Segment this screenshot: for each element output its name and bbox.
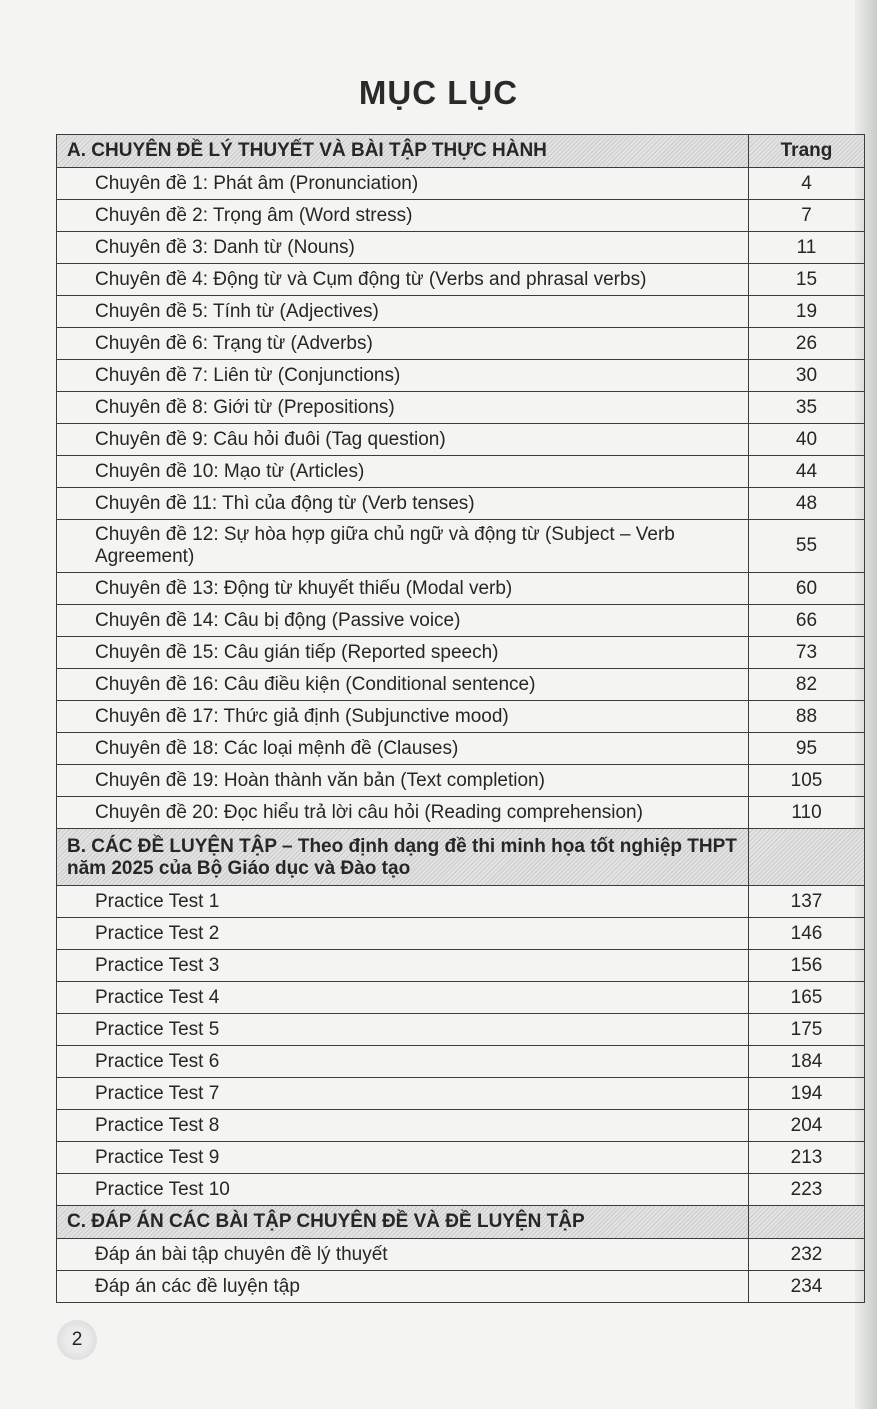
table-of-contents: [56, 134, 865, 1303]
toc-item-page: 194: [749, 1078, 865, 1110]
toc-row: [57, 765, 865, 797]
toc-item-title: Chuyên đề 14: Câu bị động (Passive voice): [57, 605, 749, 637]
toc-row: [57, 264, 865, 296]
toc-row: [57, 392, 865, 424]
page-title: MỤC LỤC: [358, 74, 519, 111]
toc-item-page: 55: [749, 520, 865, 573]
toc-item-page: 105: [749, 765, 865, 797]
toc-row: [57, 1014, 865, 1046]
toc-item-page: 73: [749, 637, 865, 669]
toc-item-page: 48: [749, 488, 865, 520]
toc-item-title: Chuyên đề 4: Động từ và Cụm động từ (Verbs and phrasal verbs): [57, 264, 749, 296]
toc-item-title: Chuyên đề 11: Thì của động từ (Verb tenses): [57, 488, 749, 520]
section-header-row: [57, 135, 865, 168]
toc-item-page: 88: [749, 701, 865, 733]
toc-item-title: Practice Test 10: [57, 1174, 749, 1206]
toc-item-title: Đáp án các đề luyện tập: [57, 1271, 749, 1303]
toc-item-title: Practice Test 2: [57, 918, 749, 950]
toc-row: [57, 296, 865, 328]
toc-item-page: 7: [749, 200, 865, 232]
toc-row: [57, 232, 865, 264]
toc-item-page: 110: [749, 797, 865, 829]
toc-item-page: 30: [749, 360, 865, 392]
toc-item-page: 175: [749, 1014, 865, 1046]
section-header: B. CÁC ĐỀ LUYỆN TẬP – Theo định dạng đề thi minh họa tốt nghiệp THPT năm 2025 của Bộ Giáo dục và Đào tạo: [57, 829, 749, 886]
toc-row: [57, 488, 865, 520]
toc-item-page: 204: [749, 1110, 865, 1142]
toc-row: [57, 456, 865, 488]
toc-row: [57, 605, 865, 637]
toc-row: [57, 520, 865, 573]
toc-row: [57, 733, 865, 765]
toc-row: [57, 573, 865, 605]
toc-item-page: 35: [749, 392, 865, 424]
section-header: A. CHUYÊN ĐỀ LÝ THUYẾT VÀ BÀI TẬP THỰC HÀNH: [57, 135, 749, 168]
toc-row: [57, 1046, 865, 1078]
toc-row: [57, 200, 865, 232]
toc-item-page: 11: [749, 232, 865, 264]
toc-row: [57, 168, 865, 200]
toc-row: [57, 982, 865, 1014]
toc-item-title: Chuyên đề 20: Đọc hiểu trả lời câu hỏi (Reading comprehension): [57, 797, 749, 829]
toc-item-title: Practice Test 9: [57, 1142, 749, 1174]
toc-row: [57, 797, 865, 829]
toc-row: [57, 1271, 865, 1303]
toc-row: [57, 637, 865, 669]
toc-row: [57, 1110, 865, 1142]
toc-item-page: 137: [749, 886, 865, 918]
toc-item-page: 40: [749, 424, 865, 456]
toc-item-title: Chuyên đề 16: Câu điều kiện (Conditional sentence): [57, 669, 749, 701]
toc-item-title: Practice Test 6: [57, 1046, 749, 1078]
toc-item-page: 4: [749, 168, 865, 200]
toc-item-title: Chuyên đề 15: Câu gián tiếp (Reported speech): [57, 637, 749, 669]
toc-row: [57, 886, 865, 918]
toc-item-title: Chuyên đề 10: Mạo từ (Articles): [57, 456, 749, 488]
toc-item-title: Practice Test 8: [57, 1110, 749, 1142]
section-header-row: [57, 1206, 865, 1239]
toc-item-page: 223: [749, 1174, 865, 1206]
toc-item-page: 234: [749, 1271, 865, 1303]
toc-row: [57, 669, 865, 701]
toc-item-title: Chuyên đề 6: Trạng từ (Adverbs): [57, 328, 749, 360]
toc-item-page: 95: [749, 733, 865, 765]
page-column-label: [749, 829, 865, 886]
page-column-label: [749, 1206, 865, 1239]
toc-item-page: 184: [749, 1046, 865, 1078]
toc-item-page: 165: [749, 982, 865, 1014]
toc-item-page: 44: [749, 456, 865, 488]
toc-row: [57, 1142, 865, 1174]
toc-item-page: 66: [749, 605, 865, 637]
toc-item-title: Đáp án bài tập chuyên đề lý thuyết: [57, 1239, 749, 1271]
page-number: 2: [57, 1320, 97, 1360]
section-header-row: [57, 829, 865, 886]
toc-item-page: 156: [749, 950, 865, 982]
toc-row: [57, 1239, 865, 1271]
toc-item-title: Chuyên đề 1: Phát âm (Pronunciation): [57, 168, 749, 200]
toc-item-title: Practice Test 1: [57, 886, 749, 918]
toc-item-title: Chuyên đề 19: Hoàn thành văn bản (Text completion): [57, 765, 749, 797]
toc-item-page: 15: [749, 264, 865, 296]
toc-row: [57, 328, 865, 360]
toc-item-title: Practice Test 4: [57, 982, 749, 1014]
toc-item-page: 146: [749, 918, 865, 950]
toc-item-page: 26: [749, 328, 865, 360]
toc-item-title: Practice Test 7: [57, 1078, 749, 1110]
toc-item-title: Chuyên đề 18: Các loại mệnh đề (Clauses): [57, 733, 749, 765]
toc-item-title: Chuyên đề 5: Tính từ (Adjectives): [57, 296, 749, 328]
toc-item-title: Chuyên đề 7: Liên từ (Conjunctions): [57, 360, 749, 392]
page-column-label: Trang: [749, 135, 865, 168]
toc-row: [57, 701, 865, 733]
toc-item-page: 60: [749, 573, 865, 605]
toc-item-page: 232: [749, 1239, 865, 1271]
toc-row: [57, 424, 865, 456]
toc-item-title: Chuyên đề 9: Câu hỏi đuôi (Tag question): [57, 424, 749, 456]
toc-item-title: Chuyên đề 12: Sự hòa hợp giữa chủ ngữ và động từ (Subject – Verb Agreement): [57, 520, 749, 573]
toc-row: [57, 918, 865, 950]
toc-row: [57, 1174, 865, 1206]
toc-row: [57, 950, 865, 982]
toc-row: [57, 1078, 865, 1110]
toc-item-title: Chuyên đề 13: Động từ khuyết thiếu (Modal verb): [57, 573, 749, 605]
toc-row: [57, 360, 865, 392]
toc-item-title: Practice Test 5: [57, 1014, 749, 1046]
toc-item-title: Chuyên đề 3: Danh từ (Nouns): [57, 232, 749, 264]
toc-item-page: 213: [749, 1142, 865, 1174]
toc-item-title: Chuyên đề 17: Thức giả định (Subjunctive mood): [57, 701, 749, 733]
toc-item-title: Practice Test 3: [57, 950, 749, 982]
toc-item-page: 82: [749, 669, 865, 701]
toc-item-page: 19: [749, 296, 865, 328]
toc-item-title: Chuyên đề 8: Giới từ (Prepositions): [57, 392, 749, 424]
toc-item-title: Chuyên đề 2: Trọng âm (Word stress): [57, 200, 749, 232]
section-header: C. ĐÁP ÁN CÁC BÀI TẬP CHUYÊN ĐỀ VÀ ĐỀ LUYỆN TẬP: [57, 1206, 749, 1239]
